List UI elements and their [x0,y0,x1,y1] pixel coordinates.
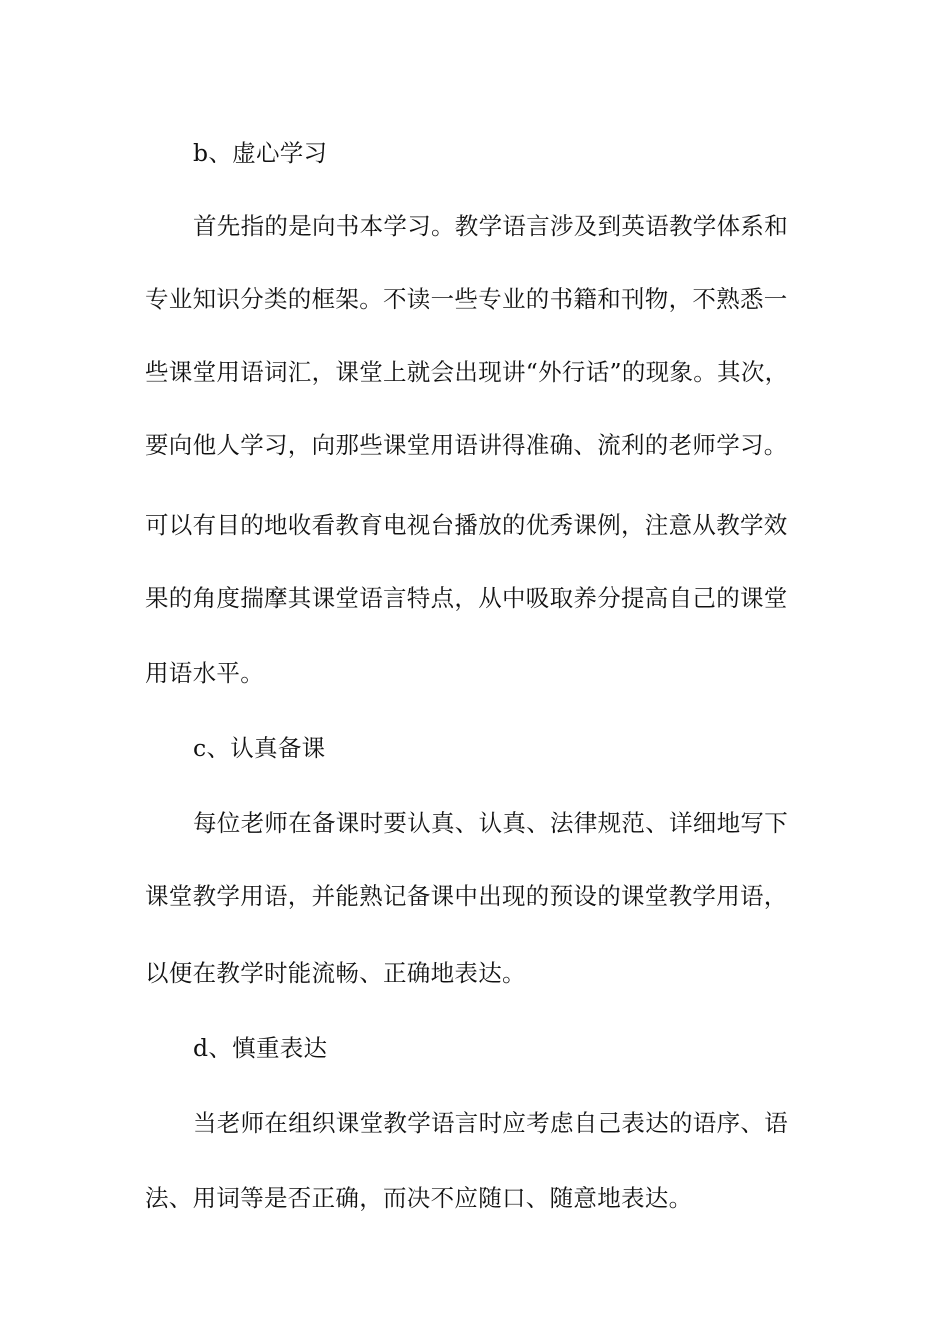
paragraph-line: 以便在教学时能流畅、正确地表达。 [145,959,526,987]
paragraph-line: 专业知识分类的框架。不读一些专业的书籍和刊物，不熟悉一 [145,285,788,313]
section-heading-b: b、虚心学习 [193,139,328,167]
paragraph-line: 当老师在组织课堂教学语言时应考虑自己表达的语序、语 [193,1109,788,1137]
paragraph-line: 每位老师在备课时要认真、认真、法律规范、详细地写下 [193,809,788,837]
section-heading-c: c、认真备课 [193,734,326,762]
paragraph-line: 首先指的是向书本学习。教学语言涉及到英语教学体系和 [193,212,788,240]
paragraph-line: 可以有目的地收看教育电视台播放的优秀课例，注意从教学效 [145,511,788,539]
paragraph-line: 法、用词等是否正确，而决不应随口、随意地表达。 [145,1184,693,1212]
paragraph-line: 课堂教学用语，并能熟记备课中出现的预设的课堂教学用语， [145,882,788,910]
section-heading-d: d、慎重表达 [193,1034,328,1062]
paragraph-line: 些课堂用语词汇，课堂上就会出现讲“外行话”的现象。其次， [145,358,789,386]
paragraph-line: 果的角度揣摩其课堂语言特点，从中吸取养分提高自己的课堂 [145,584,788,612]
paragraph-line: 用语水平。 [145,659,264,687]
paragraph-line: 要向他人学习，向那些课堂用语讲得准确、流利的老师学习。 [145,431,788,459]
